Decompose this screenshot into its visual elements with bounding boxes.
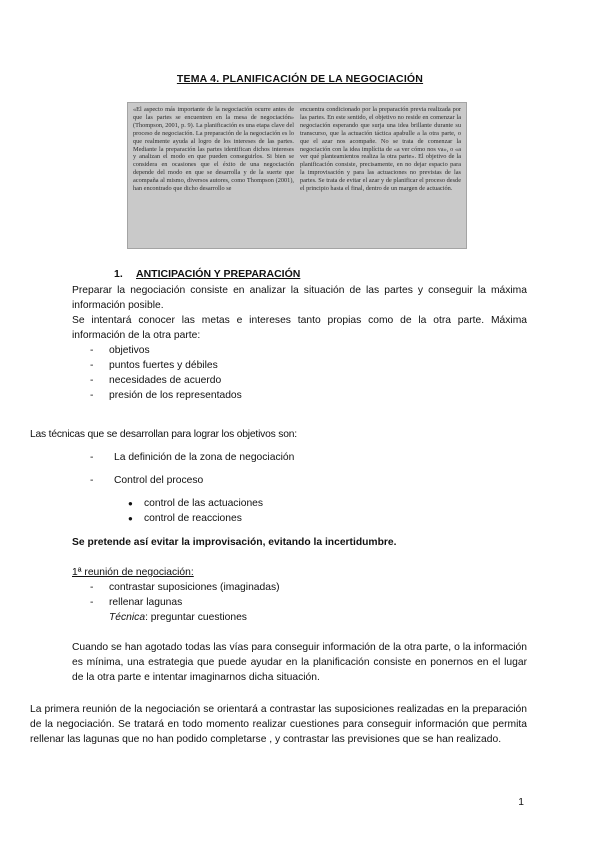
bold-statement: Se pretende así evitar la improvisación, evitando la incertidumbre. xyxy=(72,537,397,548)
scan-column-left xyxy=(133,106,294,245)
scan-text-left: «El aspecto más importante de la negociación ocurre antes de que las partes se encuentren en la mesa de negociación» (Thompson, 2001, p. 9). La planificación es una etapa clave del proceso de negociación. La preparación de la negociación es lo que realmente ayuda al logro de los intereses de las partes. Mediante la preparación las partes identifican dichos intereses y analizan el modo en que pueden conseguirlos. Si bien se considera en ocasiones que el éxito de una negociación depende del modo en que se desarrolla y de la suerte que acompaña al mismo, diversos autores, como Thompson (2001), han encontrado que dicho desarrollo se xyxy=(133,106,294,193)
section-paragraph-2: Se intentará conocer las metas e intereses tanto propias como de la otra parte. Máxima información de la otra parte: xyxy=(72,315,527,341)
list-item: - La definición de la zona de negociación xyxy=(90,450,294,465)
sublist-item: ● control de reacciones xyxy=(128,511,263,526)
closing-paragraph: La primera reunión de la negociación se orientará a contrastar las suposiciones realizadas en la preparación de la negociación. Se tratará en todo momento realizar cuestiones para conseguir información que permita rellenar las lagunas que no han podido completarse , y contrastar las previsiones que se han realizado. xyxy=(30,704,527,745)
scan-text-right: encuentra condicionado por la preparación previa realizada por las partes. En este sentido, el objetivo no reside en comenzar la negociación esperando que surja una idea brillante durante su transcurso, que la actuación táctica apabulle a la otra parte, o que el azar nos acompañe. No se trata de comenzar la negociación con la idea implícita de «a ver cómo nos va», o «a ver qué planteamientos realiza la otra parte». El objetivo de la planificación consiste, precisamente, en no dejar espacio para la improvisación y para las actuaciones no previstas de las partes. Se trata de evitar el azar y de planificar el proceso desde el principio hasta el final, dentro de un margen de actuación. xyxy=(300,106,461,193)
page-number: 1 xyxy=(518,797,524,808)
meeting-heading: 1ª reunión de negociación: xyxy=(72,567,194,578)
list-item: - contrastar suposiciones (imaginadas) xyxy=(90,580,280,595)
technique-line xyxy=(109,610,247,625)
list-item: - rellenar lagunas xyxy=(90,595,280,610)
list-item: - Control del proceso xyxy=(90,473,203,488)
techniques-list-2 xyxy=(90,473,203,488)
techniques-intro: Las técnicas que se desarrollan para lograr los objetivos son: xyxy=(30,429,297,440)
section-heading xyxy=(114,268,300,280)
list-item: - presión de los representados xyxy=(90,388,242,403)
meeting-paragraph: Cuando se han agotado todas las vías para conseguir información de la otra parte, o la información es mínima, una estrategia que puede ayudar en la planificación consiste en ponernos en el lugar de la otra parte e intentar imaginarnos dicha situación. xyxy=(72,642,527,683)
techniques-list xyxy=(90,450,294,465)
info-list xyxy=(90,343,242,403)
technique-label: Técnica xyxy=(109,612,146,623)
section-paragraph-1: Preparar la negociación consiste en analizar la situación de las partes y conseguir la máxima información posible. xyxy=(72,285,527,311)
control-sublist xyxy=(128,496,263,526)
list-item: - puntos fuertes y débiles xyxy=(90,358,242,373)
scan-column-right xyxy=(300,106,461,245)
meeting-list xyxy=(90,580,280,610)
page-title: TEMA 4. PLANIFICACIÓN DE LA NEGOCIACIÓN xyxy=(176,73,424,85)
list-item: - necesidades de acuerdo xyxy=(90,373,242,388)
technique-value: : preguntar cuestiones xyxy=(145,612,247,623)
list-item: - objetivos xyxy=(90,343,242,358)
section-number: 1. xyxy=(114,268,123,280)
scanned-text-image xyxy=(127,102,467,249)
sublist-item: ● control de las actuaciones xyxy=(128,496,263,511)
section-title: ANTICIPACIÓN Y PREPARACIÓN xyxy=(136,268,301,280)
